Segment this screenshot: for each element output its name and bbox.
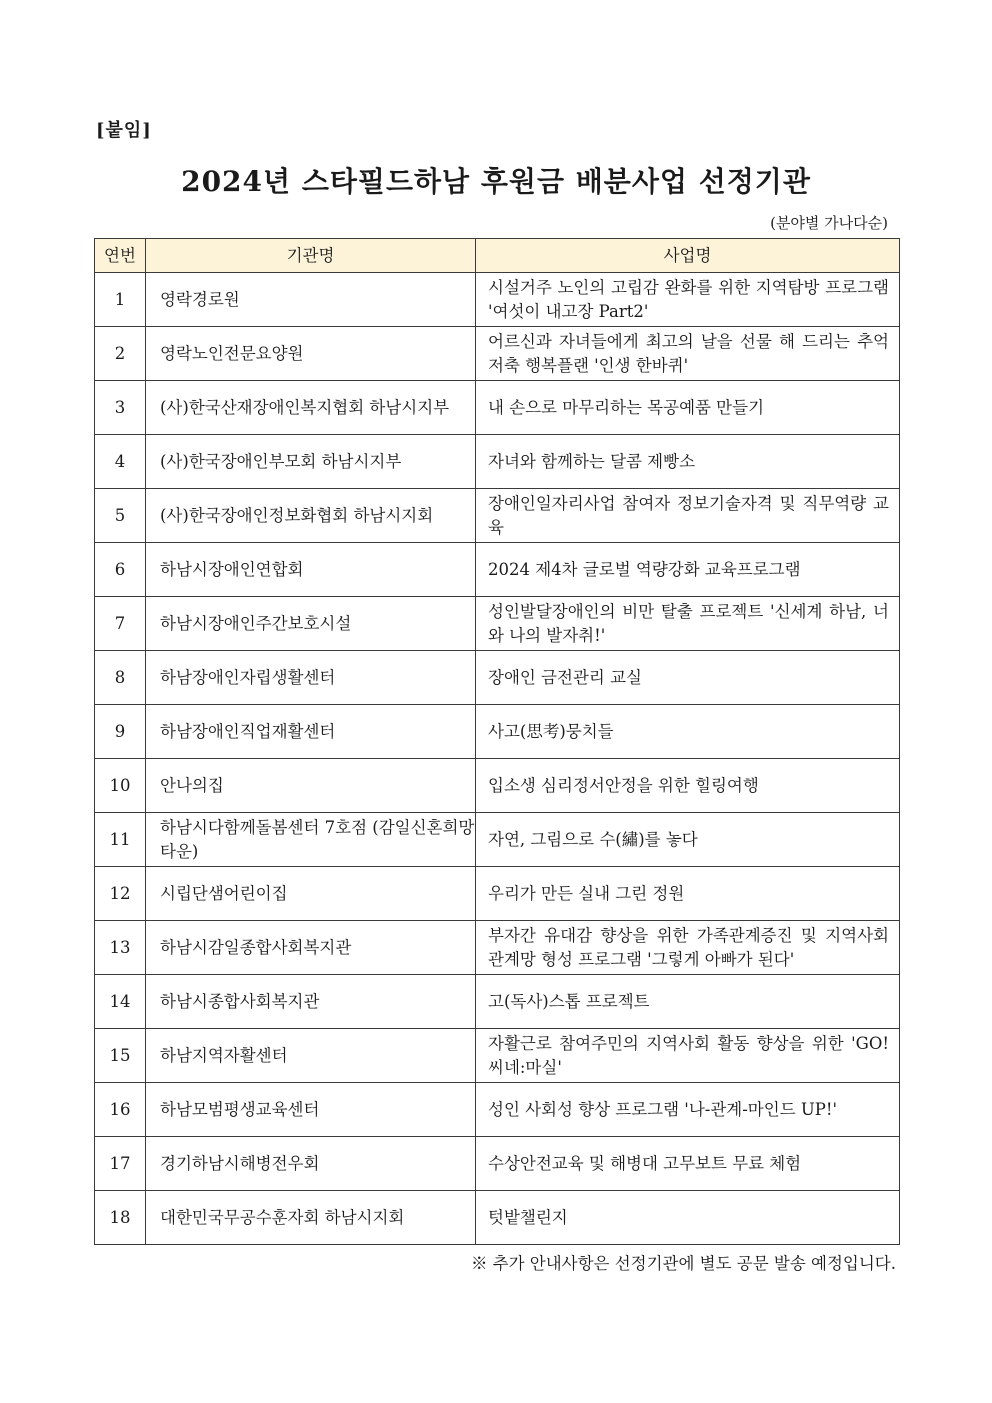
row-number: 14 — [95, 975, 146, 1029]
row-number: 8 — [95, 651, 146, 705]
organization-name: (사)한국산재장애인복지협회 하남시지부 — [146, 381, 476, 435]
organization-name: 하남시다함께돌봄센터 7호점 (감일신혼희망타운) — [146, 813, 476, 867]
table-row — [95, 759, 900, 813]
row-number: 15 — [95, 1029, 146, 1083]
project-name: 자활근로 참여주민의 지역사회 활동 향상을 위한 'GO! 씨네:마실' — [476, 1029, 900, 1083]
row-number: 5 — [95, 489, 146, 543]
table-header-row — [95, 239, 900, 273]
header-organization: 기관명 — [146, 239, 476, 273]
organization-name: 경기하남시해병전우회 — [146, 1137, 476, 1191]
table-row — [95, 1191, 900, 1245]
organization-name: 시립단샘어린이집 — [146, 867, 476, 921]
organization-name: 하남시장애인주간보호시설 — [146, 597, 476, 651]
project-name: 입소생 심리정서안정을 위한 힐링여행 — [476, 759, 900, 813]
table-row — [95, 813, 900, 867]
table-row — [95, 1083, 900, 1137]
row-number: 6 — [95, 543, 146, 597]
organization-name: 영락노인전문요양원 — [146, 327, 476, 381]
organization-name: 하남장애인직업재활센터 — [146, 705, 476, 759]
project-name: 성인발달장애인의 비만 탈출 프로젝트 '신세계 하남, 너와 나의 발자취!' — [476, 597, 900, 651]
table-row — [95, 705, 900, 759]
table-row — [95, 921, 900, 975]
row-number: 9 — [95, 705, 146, 759]
table-row — [95, 651, 900, 705]
table-row — [95, 867, 900, 921]
organization-name: 영락경로원 — [146, 273, 476, 327]
organization-name: 대한민국무공수훈자회 하남시지회 — [146, 1191, 476, 1245]
row-number: 7 — [95, 597, 146, 651]
project-name: 시설거주 노인의 고립감 완화를 위한 지역탐방 프로그램 '여섯이 내고장 Part2' — [476, 273, 900, 327]
project-name: 부자간 유대감 향상을 위한 가족관계증진 및 지역사회 관계망 형성 프로그램 '그렇게 아빠가 된다' — [476, 921, 900, 975]
project-name: 내 손으로 마무리하는 목공예품 만들기 — [476, 381, 900, 435]
row-number: 18 — [95, 1191, 146, 1245]
table-row — [95, 543, 900, 597]
organization-name: 하남장애인자립생활센터 — [146, 651, 476, 705]
project-name: 어르신과 자녀들에게 최고의 날을 선물 해 드리는 추억저축 행복플랜 '인생 한바퀴' — [476, 327, 900, 381]
organization-name: 하남시장애인연합회 — [146, 543, 476, 597]
row-number: 12 — [95, 867, 146, 921]
row-number: 2 — [95, 327, 146, 381]
organization-name: 하남시종합사회복지관 — [146, 975, 476, 1029]
row-number: 13 — [95, 921, 146, 975]
row-number: 10 — [95, 759, 146, 813]
organization-name: 하남지역자활센터 — [146, 1029, 476, 1083]
table-row — [95, 1029, 900, 1083]
table-row — [95, 381, 900, 435]
organization-name: 하남시감일종합사회복지관 — [146, 921, 476, 975]
organization-name: 안나의집 — [146, 759, 476, 813]
project-name: 자연, 그림으로 수(繡)를 놓다 — [476, 813, 900, 867]
row-number: 11 — [95, 813, 146, 867]
organization-name: (사)한국장애인부모회 하남시지부 — [146, 435, 476, 489]
project-name: 2024 제4차 글로벌 역량강화 교육프로그램 — [476, 543, 900, 597]
sort-note: (분야별 가나다순) — [770, 214, 888, 232]
table-row — [95, 435, 900, 489]
row-number: 1 — [95, 273, 146, 327]
selected-organizations-table — [94, 238, 900, 1245]
project-name: 장애인일자리사업 참여자 정보기술자격 및 직무역량 교육 — [476, 489, 900, 543]
project-name: 텃밭챌린지 — [476, 1191, 900, 1245]
project-name: 자녀와 함께하는 달콤 제빵소 — [476, 435, 900, 489]
table-row — [95, 597, 900, 651]
page-title: 2024년 스타필드하남 후원금 배분사업 선정기관 — [181, 165, 811, 198]
table-row — [95, 975, 900, 1029]
table-row — [95, 327, 900, 381]
project-name: 우리가 만든 실내 그린 정원 — [476, 867, 900, 921]
organization-name: (사)한국장애인정보화협회 하남시지회 — [146, 489, 476, 543]
footer-note: ※ 추가 안내사항은 선정기관에 별도 공문 발송 예정입니다. — [470, 1254, 896, 1273]
project-name: 사고(思考)뭉치들 — [476, 705, 900, 759]
table-row — [95, 489, 900, 543]
project-name: 장애인 금전관리 교실 — [476, 651, 900, 705]
attachment-label: [붙임] — [96, 120, 152, 141]
row-number: 4 — [95, 435, 146, 489]
organization-name: 하남모범평생교육센터 — [146, 1083, 476, 1137]
project-name: 수상안전교육 및 해병대 고무보트 무료 체험 — [476, 1137, 900, 1191]
row-number: 16 — [95, 1083, 146, 1137]
table-row — [95, 273, 900, 327]
row-number: 3 — [95, 381, 146, 435]
header-project: 사업명 — [476, 239, 900, 273]
header-number: 연번 — [95, 239, 146, 273]
row-number: 17 — [95, 1137, 146, 1191]
table-row — [95, 1137, 900, 1191]
project-name: 성인 사회성 향상 프로그램 '나-관계-마인드 UP!' — [476, 1083, 900, 1137]
project-name: 고(독사)스톱 프로젝트 — [476, 975, 900, 1029]
